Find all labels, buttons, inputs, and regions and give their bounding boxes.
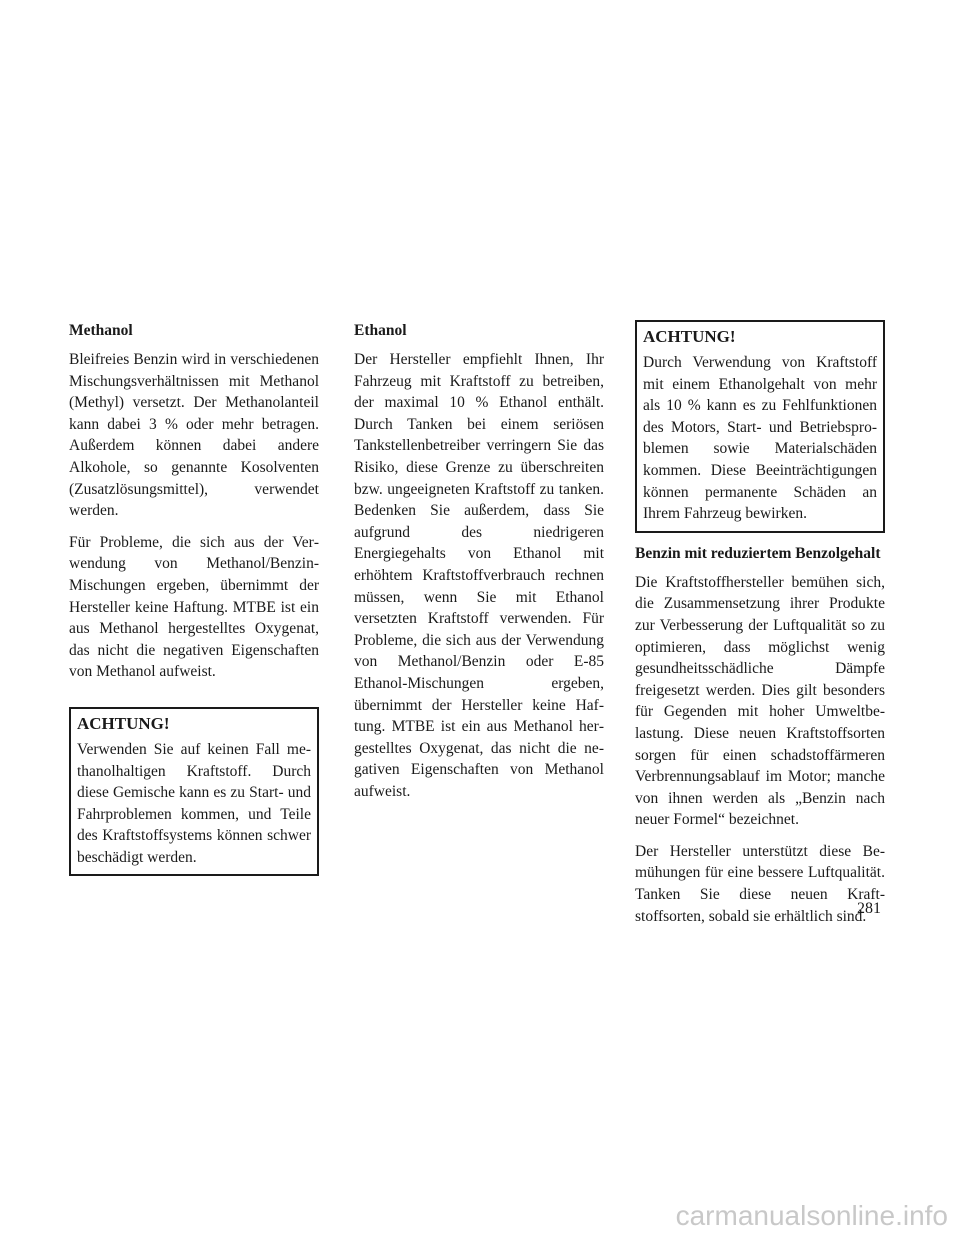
warning-text: Verwenden Sie auf keinen Fall methanolhaltigen Kraftstoff. Durch diese Gemische kann es zu Start- und Fahrproblemen kommen, und Teile des Kraftstoffsystems können schwer beschädigt werden. (77, 740, 311, 866)
ethanol-paragraph: Der Hersteller empfiehlt Ihnen, Ihr Fahrzeug mit Kraftstoff zu betreiben, der maximal 10 % Ethanol enthält. Durch Tanken bei einem seriösen Tankstellenbetreiber verringern Sie das Risiko, diese Grenze zu überschreiten bzw. ungeeigneten Kraftstoff zu tanken. Bedenken Sie außerdem, dass Sie aufgrund des niedrigeren Energiegehalts von Ethanol mit erhöhtem Kraftstoffverbrauch rechnen müssen, wenn Sie mit Ethanol versetzten Kraftstoff verwenden. Für Probleme, die sich aus der Verwendung von Methanol/Benzin oder E-85 Ethanol-Mischungen ergeben, übernimmt der Hersteller keine Haftung. MTBE ist ein aus Methanol hergestelltes Oxygenat, das nicht die negativen Eigenschaften von Methanol aufweist. (354, 351, 604, 800)
methanol-paragraph-1: Bleifreies Benzin wird in verschiedenen Mischungsverhältnissen mit Methanol (Methyl) versetzt. Der Methanolanteil kann dabei 3 % oder mehr betragen. Außerdem können dabei andere Alkohole, so genannte Kosolventen (Zusatzlösungsmittel), verwendet werden. (69, 351, 319, 520)
warning-box-methanol (69, 707, 319, 877)
warning-box-ethanol (635, 320, 885, 533)
column-right (635, 320, 885, 937)
warning-text: Durch Verwendung von Kraftstoff mit einem Ethanolgehalt von mehr als 10 % kann es zu Fehlfunktionen des Motors, Start- und Betriebsproblemen sowie Materialschäden kommen. Diese Beeinträchtigungen können permanente Schäden an Ihrem Fahrzeug bewirken. (643, 354, 877, 523)
warning-title: ACHTUNG! (643, 327, 736, 346)
page-number: 281 (857, 900, 881, 917)
column-middle (354, 320, 604, 812)
reduced-benzene-paragraph-2: Der Hersteller unterstützt diese Bemühungen für eine bessere Luftqualität. Tanken Sie diese neuen Kraftstoffsorten, sobald sie erhältlich sind. (635, 842, 885, 925)
watermark: carmanualsonline.info (675, 1200, 948, 1231)
section-heading-methanol: Methanol (69, 322, 133, 339)
section-heading-ethanol: Ethanol (354, 322, 407, 339)
column-left (69, 320, 319, 876)
reduced-benzene-paragraph-1: Die Kraftstoffhersteller bemühen sich, die Zusammensetzung ihrer Produkte zur Verbesserung der Luftqualität so zu optimieren, dass möglichst wenig gesundheitsschädliche Dämpfe freigesetzt werden. Dies gilt besonders für Gegenden mit hoher Umweltbelastung. Diese neuen Kraftstoffsorten sorgen für einen schadstoffärmeren Verbrennungsablauf im Motor; manche von ihnen werden als „Benzin nach neuer Formel“ bezeichnet. (635, 573, 885, 829)
warning-title: ACHTUNG! (77, 713, 170, 733)
methanol-paragraph-2: Für Probleme, die sich aus der Verwendung von Methanol/Benzin-Mischungen ergeben, übernimmt der Hersteller keine Haftung. MTBE ist ein aus Methanol hergestelltes Oxygenat, das nicht die negativen Eigenschaften von Methanol aufweist. (69, 533, 319, 681)
section-heading-reduced-benzene: Benzin mit reduziertem Benzolgehalt (635, 544, 881, 562)
